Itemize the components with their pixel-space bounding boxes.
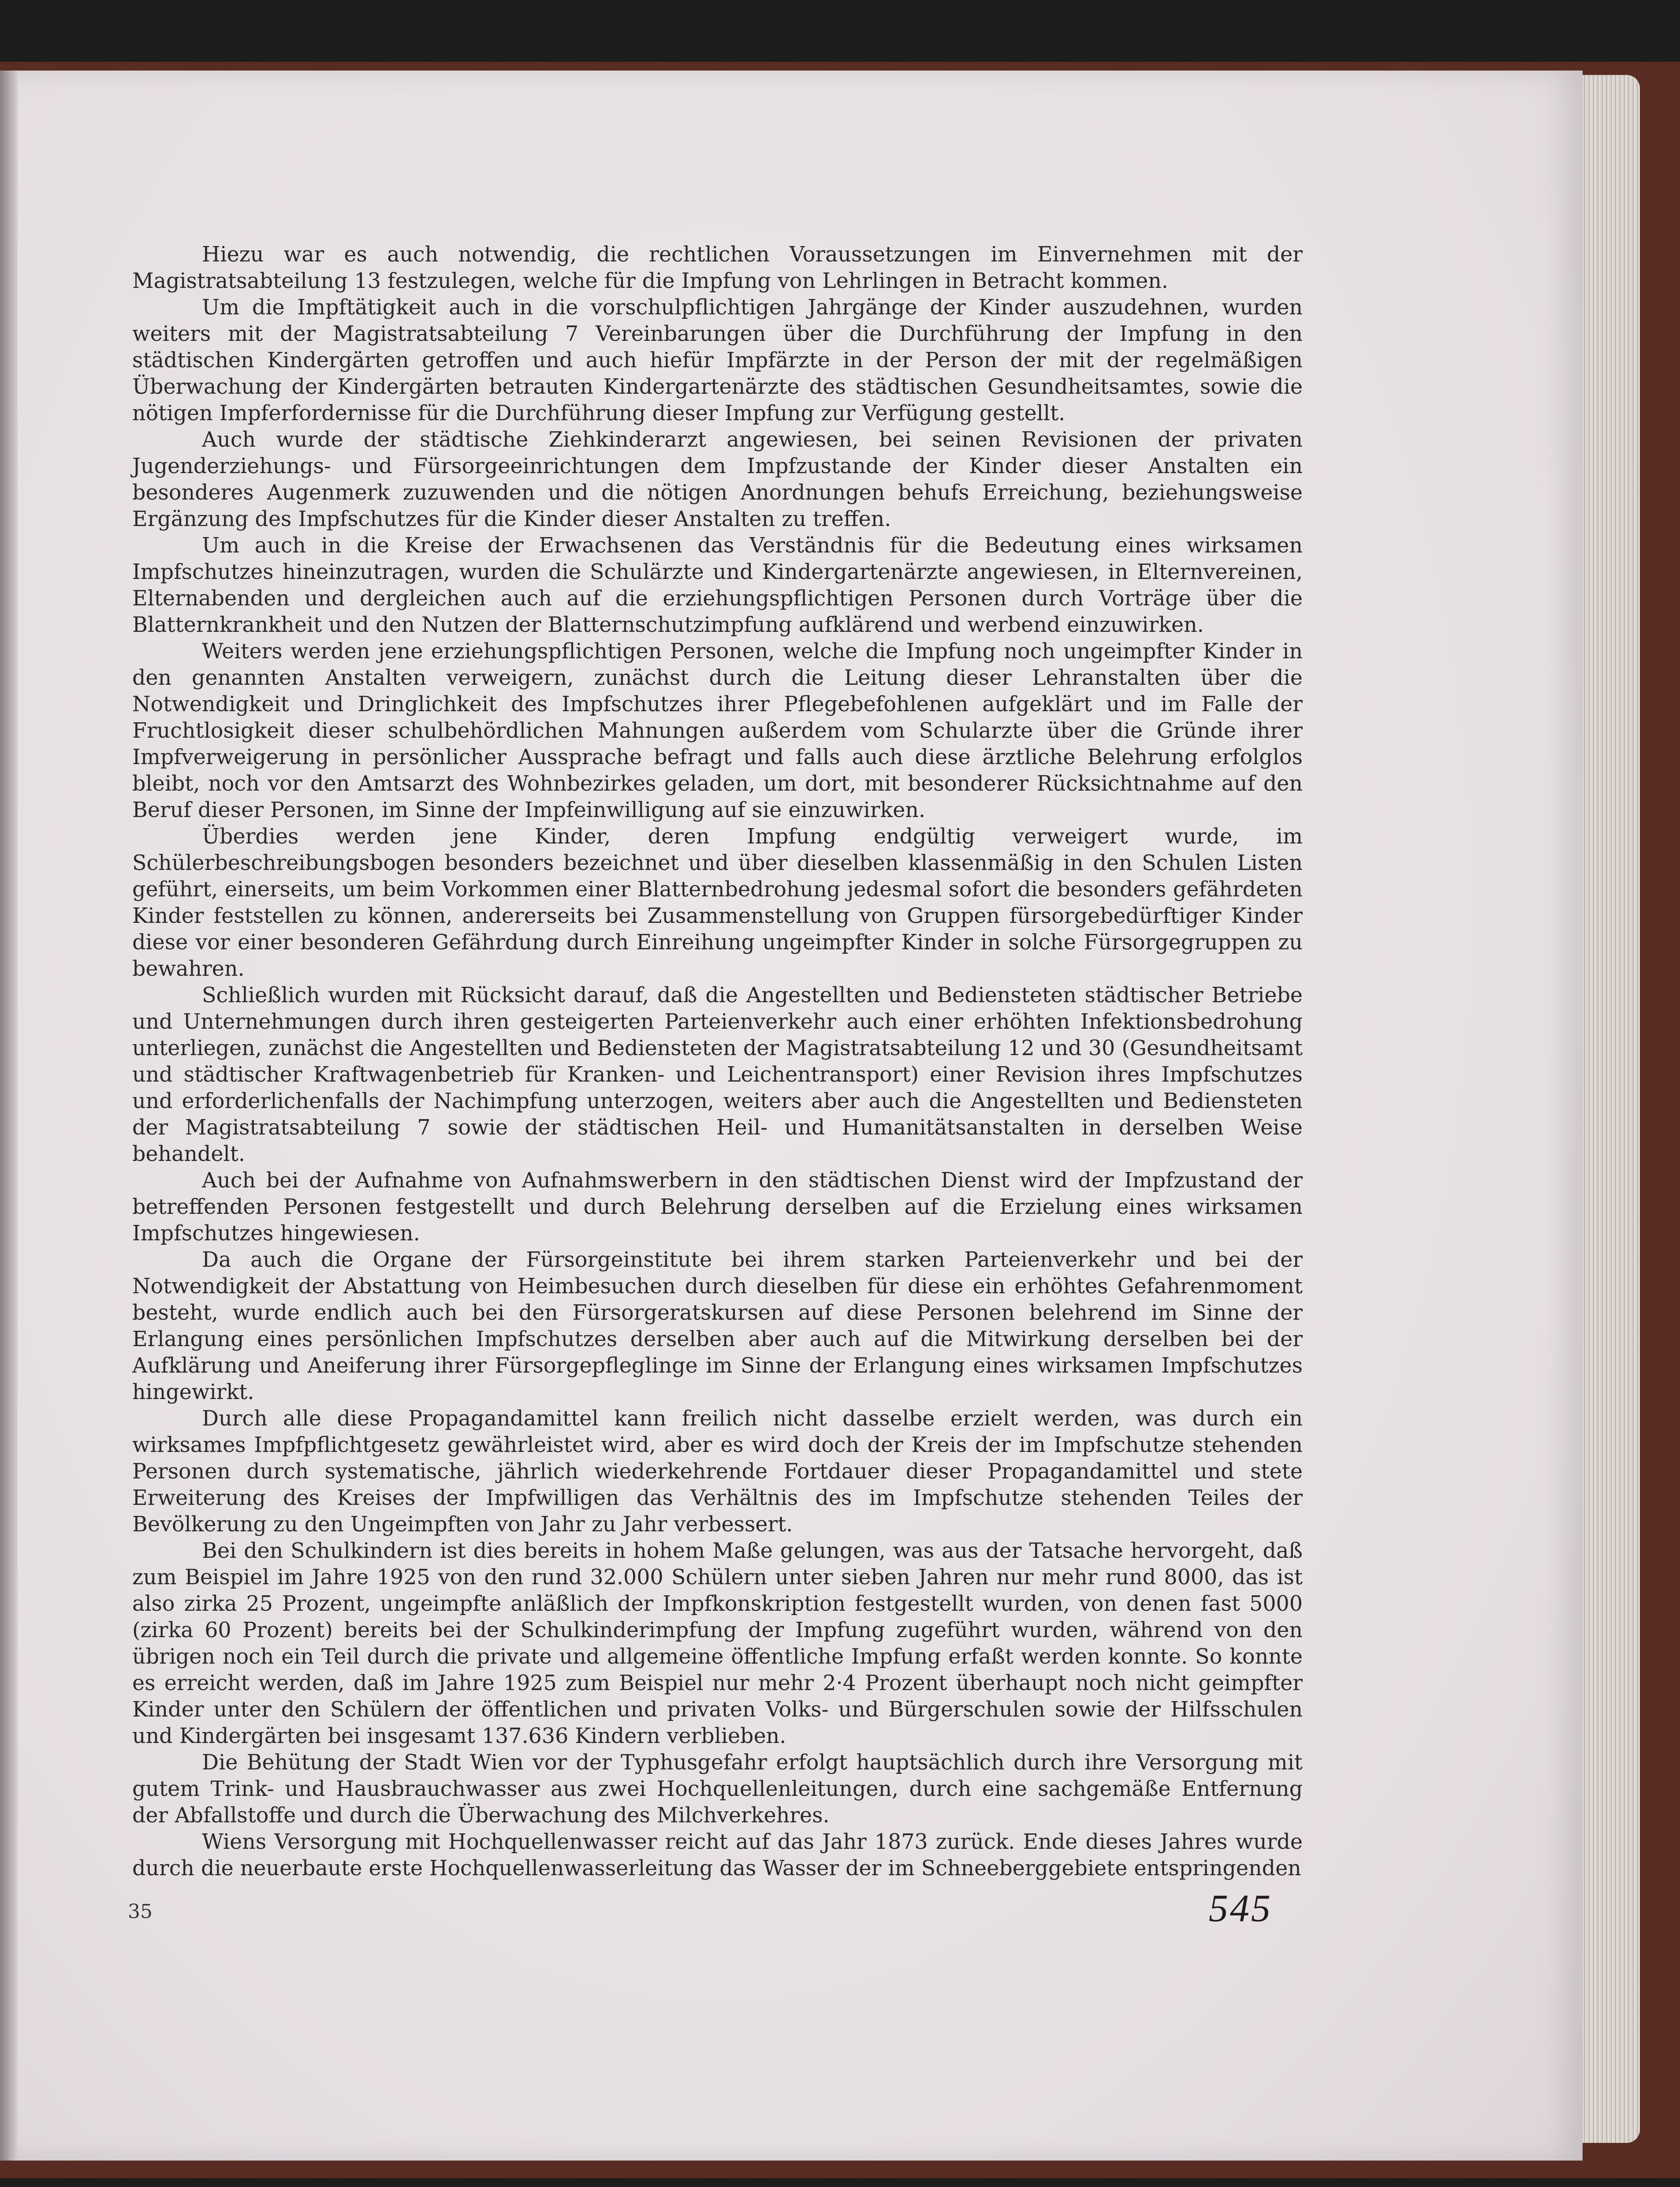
paragraph: Da auch die Organe der Fürsorgeinstitute bei ihrem starken Parteienverkehr und bei der Notwendigkeit der Abstattung von Heimbesuchen durch dieselben für diese ein erhöhtes Gefahrenmoment besteht, wurde endlich auch bei den Fürsorgeratskursen auf diese Personen belehrend im Sinne der Erlangung eines persönlichen Impfschutzes derselben aber auch auf die Mitwirkung derselben bei der Aufklärung und Aneiferung ihrer Fürsorgepfleglinge im Sinne der Erlangung eines wirksamen Impfschutzes hingewirkt. [132, 1248, 1303, 1404]
paragraph: Auch bei der Aufnahme von Aufnahmswerbern in den städtischen Dienst wird der Impfzustand der betreffenden Personen festgestellt und durch Belehrung derselben auf die Erzielung eines wirksamen Impfschutzes hingewiesen. [132, 1168, 1303, 1246]
body-text [132, 242, 1303, 1882]
paragraph: Die Behütung der Stadt Wien vor der Typhusgefahr erfolgt hauptsächlich durch ihre Versorgung mit gutem Trink- und Hausbrauchwasser aus zwei Hochquellenleitungen, durch eine sachgemäße Entfernung der Abfallstoffe und durch die Überwachung des Milchverkehres. [132, 1750, 1303, 1828]
paragraph: Hiezu war es auch notwendig, die rechtlichen Voraussetzungen im Einvernehmen mit der Magistratsabteilung 13 festzulegen, welche für die Impfung von Lehrlingen in Betracht kommen. [132, 243, 1303, 293]
signature-mark: 35 [128, 1900, 153, 1923]
paragraph: Wiens Versorgung mit Hochquellenwasser reicht auf das Jahr 1873 zurück. Ende dieses Jahres wurde durch die neuerbaute erste Hochquellenwasserleitung das Wasser der im Schneeberggebiete entspringenden [132, 1830, 1303, 1881]
page-gutter [0, 71, 18, 2161]
paragraph: Bei den Schulkindern ist dies bereits in hohem Maße gelungen, was aus der Tatsache hervorgeht, daß zum Beispiel im Jahre 1925 von den rund 32.000 Schülern unter sieben Jahren nur mehr rund 8000, das ist also zirka 25 Prozent, ungeimpfte anläßlich der Impfkonskription festgestellt wurden, von denen fast 5000 (zirka 60 Prozent) bereits bei der Schulkinderimpfung der Impfung zugeführt wurden, während von den übrigen noch ein Teil durch die private und allgemeine öffentliche Impfung erfaßt werden konnte. So konnte es erreicht werden, daß im Jahre 1925 zum Beispiel nur mehr 2·4 Prozent überhaupt noch nicht geimpfter Kinder unter den Schülern der öffentlichen und privaten Volks- und Bürgerschulen sowie der Hilfsschulen und Kindergärten bei insgesamt 137.636 Kindern verblieben. [132, 1539, 1303, 1748]
paragraph: Auch wurde der städtische Ziehkinderarzt angewiesen, bei seinen Revisionen der privaten Jugenderziehungs- und Fürsorgeeinrichtungen dem Impfzustande der Kinder dieser Anstalten ein besonderes Augenmerk zuzuwenden und die nötigen Anordnungen behufs Erreichung, beziehungsweise Ergänzung des Impfschutzes für die Kinder dieser Anstalten zu treffen. [132, 428, 1303, 531]
paragraph: Schließlich wurden mit Rücksicht darauf, daß die Angestellten und Bediensteten städtischer Betriebe und Unternehmungen durch ihren gesteigerten Parteienverkehr auch einer erhöhten Infektionsbedrohung unterliegen, zunächst die Angestellten und Bediensteten der Magistratsabteilung 12 und 30 (Gesundheitsamt und städtischer Kraftwagenbetrieb für Kranken- und Leichentransport) einer Revision ihres Impfschutzes und erforderlichenfalls der Nachimpfung unterzogen, weiters aber auch die Angestellten und Bediensteten der Magistratsabteilung 7 sowie der städtischen Heil- und Humanitätsanstalten in derselben Weise behandelt. [132, 983, 1303, 1166]
paragraph: Weiters werden jene erziehungspflichtigen Personen, welche die Impfung noch ungeimpfter Kinder in den genannten Anstalten verweigern, zunächst durch die Leitung dieser Lehranstalten über die Notwendigkeit und Dringlichkeit des Impfschutzes ihrer Pflegebefohlenen aufgeklärt und im Falle der Fruchtlosigkeit dieser schulbehördlichen Mahnungen außerdem vom Schularzte über die Gründe ihrer Impfverweigerung in persönlicher Aussprache befragt und falls auch diese ärztliche Belehrung erfolglos bleibt, noch vor den Amtsarzt des Wohnbezirkes geladen, um dort, mit besonderer Rücksichtnahme auf den Beruf dieser Personen, im Sinne der Impfeinwilligung auf sie einzuwirken. [132, 639, 1303, 822]
paragraph: Durch alle diese Propagandamittel kann freilich nicht dasselbe erzielt werden, was durch ein wirksames Impfpflichtgesetz gewährleistet wird, aber es wird doch der Kreis der im Impfschutze stehenden Personen durch systematische, jährlich wiederkehrende Fortdauer dieser Propagandamittel und stete Erweiterung des Kreises der Impfwilligen das Verhältnis des im Impfschutze stehenden Teiles der Bevölkerung zu den Ungeimpften von Jahr zu Jahr verbessert. [132, 1407, 1303, 1537]
paragraph: Um die Impftätigkeit auch in die vorschulpflichtigen Jahrgänge der Kinder auszudehnen, wurden weiters mit der Magistratsabteilung 7 Vereinbarungen über die Durchführung der Impfung in den städtischen Kindergärten getroffen und auch hiefür Impfärzte in der Person der mit der regelmäßigen Überwachung der Kindergärten betrauten Kindergartenärzte des städtischen Gesundheitsamtes, sowie die nötigen Impferfordernisse für die Durchführung dieser Impfung zur Verfügung gestellt. [132, 295, 1303, 425]
paragraph: Überdies werden jene Kinder, deren Impfung endgültig verweigert wurde, im Schülerbeschreibungsbogen besonders bezeichnet und über dieselben klassenmäßig in den Schulen Listen geführt, einerseits, um beim Vorkommen einer Blatternbedrohung jedesmal sofort die besonders gefährdeten Kinder feststellen zu können, andererseits bei Zusammenstellung von Gruppen fürsorgebedürftiger Kinder diese vor einer besonderen Gefährdung durch Einreihung ungeimpfter Kinder in solche Fürsorgegruppen zu bewahren. [132, 825, 1303, 981]
paragraph: Um auch in die Kreise der Erwachsenen das Verständnis für die Bedeutung eines wirksamen Impfschutzes hineinzutragen, wurden die Schulärzte und Kindergartenärzte angewiesen, in Elternvereinen, Elternabenden und dergleichen auch auf die erziehungspflichtigen Personen durch Vorträge über die Blatternkrankheit und den Nutzen der Blatternschutzimpfung aufklärend und werbend einzuwirken. [132, 534, 1303, 637]
page-number: 545 [1209, 1887, 1272, 1930]
